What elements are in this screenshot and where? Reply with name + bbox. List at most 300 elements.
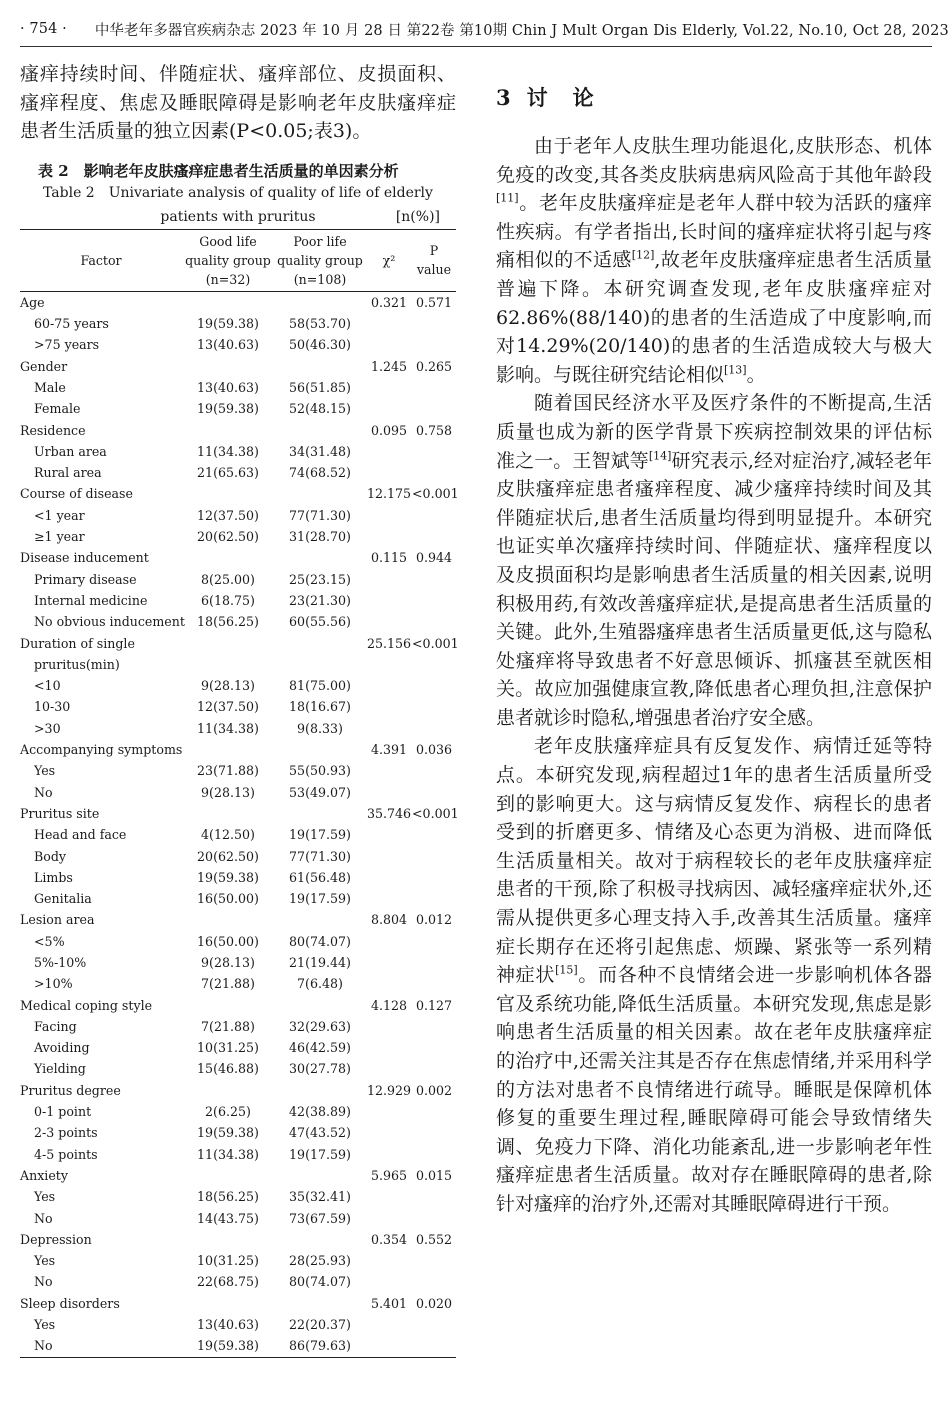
chi-square-cell: 8.804 [370, 912, 408, 928]
section-title: 讨 论 [526, 85, 596, 110]
poor-group-cell: 50(46.30) [289, 337, 351, 353]
p-value-cell [412, 888, 456, 909]
col-chi: χ² [382, 252, 396, 268]
p-value-cell [412, 867, 456, 888]
table-title-zh: 表 2 影响老年皮肤瘙痒症患者生活质量的单因素分析 [38, 161, 399, 180]
table-row [20, 611, 456, 632]
factor-cell: Course of disease [20, 486, 133, 502]
table-row [20, 462, 456, 483]
good-group-cell [182, 633, 274, 654]
factor-cell: Medical coping style [20, 997, 153, 1013]
table-row [20, 1335, 456, 1357]
factor-cell: Avoiding [34, 1040, 90, 1056]
p-value-cell [412, 590, 456, 611]
table-row [20, 824, 456, 845]
factor-cell: ≥1 year [34, 529, 85, 545]
chi-square-cell: 0.095 [370, 422, 408, 438]
chi-square-cell [366, 1144, 412, 1165]
poor-group-cell [274, 1080, 366, 1101]
table-row [20, 398, 456, 419]
p-value-cell: 0.036 [415, 742, 453, 758]
good-group-cell: 22(68.75) [197, 1274, 259, 1290]
left-column [20, 60, 459, 1358]
p-value-cell [412, 931, 456, 952]
poor-group-cell [274, 483, 366, 504]
p-value-cell [412, 569, 456, 590]
good-group-cell: 19(59.38) [197, 869, 259, 885]
p-value-cell: 0.012 [415, 912, 453, 928]
table-row [20, 547, 456, 568]
poor-group-cell: 86(79.63) [289, 1338, 351, 1354]
poor-group-cell: 22(20.37) [289, 1317, 351, 1333]
good-group-cell [182, 654, 274, 675]
good-group-cell: 7(21.88) [201, 976, 255, 992]
factor-cell: Genitalia [34, 891, 92, 907]
chi-square-cell [366, 760, 412, 781]
table-row [20, 526, 456, 547]
chi-square-cell [366, 1314, 412, 1335]
citation-12: [12] [631, 249, 655, 263]
good-group-cell [182, 1229, 274, 1250]
factor-cell: Yielding [34, 1061, 86, 1077]
table-row [20, 1058, 456, 1079]
good-group-cell: 19(59.38) [197, 1125, 259, 1141]
table-row [20, 1037, 456, 1058]
poor-group-cell: 53(49.07) [289, 784, 351, 800]
table-row [20, 739, 456, 760]
table-row [20, 441, 456, 462]
poor-group-cell: 28(25.93) [289, 1253, 351, 1269]
poor-group-cell [274, 739, 366, 760]
good-group-cell: 19(59.38) [197, 316, 259, 332]
good-group-cell: 16(50.00) [197, 933, 259, 949]
chi-square-cell [366, 1250, 412, 1271]
poor-group-cell: 58(53.70) [289, 316, 351, 332]
good-group-cell [182, 803, 274, 824]
chi-square-cell [366, 1058, 412, 1079]
table-row [20, 334, 456, 355]
factor-cell: No [34, 1210, 53, 1226]
table-row [20, 867, 456, 888]
poor-group-cell [274, 420, 366, 441]
good-group-cell: 13(40.63) [197, 1317, 259, 1333]
chi-square-cell [366, 313, 412, 334]
factor-cell: Limbs [34, 869, 73, 885]
poor-group-cell: 80(74.07) [289, 1274, 351, 1290]
factor-cell: <1 year [34, 507, 85, 523]
factor-cell: No [34, 1338, 53, 1354]
factor-cell: Yes [34, 1317, 56, 1333]
citation-14: [14] [648, 449, 672, 463]
table-row [20, 356, 456, 377]
factor-cell: Gender [20, 358, 68, 374]
table-row [20, 803, 456, 824]
chi-square-cell [366, 675, 412, 696]
good-group-cell: 11(34.38) [197, 443, 259, 459]
chi-square-cell [366, 1037, 412, 1058]
good-group-cell: 13(40.63) [197, 337, 259, 353]
table-row [20, 654, 456, 675]
chi-square-cell [366, 590, 412, 611]
col-factor: Factor [80, 252, 122, 268]
running-header [20, 12, 949, 47]
poor-group-cell: 30(27.78) [289, 1061, 351, 1077]
p-value-cell: 0.015 [415, 1167, 453, 1183]
poor-group-cell: 77(71.30) [289, 507, 351, 523]
p-value-cell [412, 398, 456, 419]
good-group-cell: 23(71.88) [197, 763, 259, 779]
table-row [20, 782, 456, 803]
chi-square-cell: 4.128 [370, 997, 408, 1013]
p-value-cell [412, 1271, 456, 1292]
p-value-cell [412, 824, 456, 845]
good-group-cell: 20(62.50) [197, 848, 259, 864]
good-group-cell: 7(21.88) [201, 1018, 255, 1034]
good-group-cell: 10(31.25) [197, 1040, 259, 1056]
p-value-cell [412, 654, 456, 675]
factor-cell: Urban area [34, 443, 107, 459]
chi-square-cell [366, 611, 412, 632]
poor-group-cell: 25(23.15) [289, 571, 351, 587]
factor-cell: Lesion area [20, 912, 95, 928]
factor-cell: >75 years [34, 337, 100, 353]
chi-square-cell [366, 1335, 412, 1357]
p-value-cell [412, 675, 456, 696]
table-title-en-line1: Table 2 Univariate analysis of quality of life of elderly [43, 184, 433, 201]
poor-group-cell: 55(50.93) [289, 763, 351, 779]
good-group-cell: 16(50.00) [197, 891, 259, 907]
univariate-table [20, 229, 459, 1358]
table-row [20, 1144, 456, 1165]
p-value-cell: 0.944 [415, 550, 453, 566]
chi-square-cell: 5.401 [370, 1295, 408, 1311]
chi-square-cell: 0.321 [370, 294, 408, 310]
factor-cell: 60-75 years [34, 316, 109, 332]
factor-cell: Depression [20, 1231, 92, 1247]
chi-square-cell [366, 398, 412, 419]
chi-square-cell: 5.965 [370, 1167, 408, 1183]
good-group-cell: 18(56.25) [197, 1189, 259, 1205]
chi-square-cell: 12.175 [366, 486, 412, 502]
good-group-cell: 11(34.38) [197, 720, 259, 736]
good-group-cell [182, 1165, 274, 1186]
table-header-row [20, 229, 456, 291]
chi-square-cell: 0.354 [370, 1231, 408, 1247]
good-group-cell: 9(28.13) [201, 678, 255, 694]
poor-group-cell: 47(43.52) [289, 1125, 351, 1141]
factor-cell: Accompanying symptoms [20, 742, 183, 758]
chi-square-cell [366, 973, 412, 994]
chi-square-cell: 35.746 [366, 805, 412, 821]
chi-square-cell [366, 867, 412, 888]
good-group-cell [182, 909, 274, 930]
good-group-cell: 8(25.00) [201, 571, 255, 587]
p-value-cell [412, 973, 456, 994]
factor-cell: Anxiety [20, 1167, 68, 1183]
poor-group-cell: 81(75.00) [289, 678, 351, 694]
good-group-cell [182, 483, 274, 504]
good-group-cell: 13(40.63) [197, 379, 259, 395]
factor-cell: No [34, 784, 53, 800]
p-value-cell [412, 1101, 456, 1122]
poor-group-cell: 23(21.30) [289, 592, 351, 608]
intro-paragraph: 瘙痒持续时间、伴随症状、瘙痒部位、皮损面积、瘙痒程度、焦虑及睡眠障碍是影响老年皮肤瘙痒症患者生活质量的独立因素(P<0.05;表3)。 [20, 63, 456, 143]
table-row [20, 888, 456, 909]
citation-13: [13] [724, 363, 747, 377]
table-row [20, 291, 456, 313]
poor-group-cell: 35(32.41) [289, 1189, 351, 1205]
factor-cell: <5% [34, 933, 65, 949]
table-row [20, 1080, 456, 1101]
p-value-cell [412, 952, 456, 973]
poor-group-cell: 21(19.44) [289, 954, 351, 970]
table-row [20, 1250, 456, 1271]
good-group-cell [182, 291, 274, 313]
factor-cell: >30 [34, 720, 61, 736]
p-value-cell [412, 1144, 456, 1165]
factor-cell: Internal medicine [34, 592, 148, 608]
table-row [20, 1186, 456, 1207]
factor-cell: Residence [20, 422, 86, 438]
col-poor: Poor life quality group (n=108) [277, 233, 363, 287]
p-value-cell [412, 611, 456, 632]
good-group-cell: 19(59.38) [197, 401, 259, 417]
chi-square-cell: 4.391 [370, 742, 408, 758]
poor-group-cell [274, 1293, 366, 1314]
good-group-cell [182, 739, 274, 760]
table-row [20, 1293, 456, 1314]
good-group-cell: 9(28.13) [201, 954, 255, 970]
poor-group-cell: 46(42.59) [289, 1040, 351, 1056]
good-group-cell [182, 1080, 274, 1101]
table-row [20, 1122, 456, 1143]
poor-group-cell [274, 1165, 366, 1186]
table-row [20, 313, 456, 334]
chi-square-cell [366, 334, 412, 355]
factor-cell: Disease inducement [20, 550, 149, 566]
right-column [496, 60, 932, 1219]
section-number: 3 [496, 85, 513, 110]
factor-cell: Primary disease [34, 571, 137, 587]
discussion-paragraph-3: 老年皮肤瘙痒症具有反复发作、病情迁延等特点。本研究发现,病程超过1年的患者生活质量所受到的影响更大。这与病情反复发作、病程长的患者受到的折磨更多、情绪及心态更为消极、进而降低生活质量相关。故对于病程较长的老年皮肤瘙痒症患者的干预,除了积极寻找病因、减轻瘙痒症状外,还需从提供更多心理支持入手,改善其生活质量。瘙痒症长期存在还将引起焦虑、烦躁、紧张等一系列精神症状[15]。而各种不良情绪会进一步影响机体各器官及系统功能,降低生活质量。本研究发现,焦虑是影响患者生活质量的相关因素。故在老年皮肤瘙痒症的治疗中,还需关注其是否存在焦虑情绪,并采用科学的方法对患者不良情绪进行疏导。睡眠是保障机体修复的重要生理过程,睡眠障碍可能会导致情绪失调、免疫力下降、消化功能紊乱,进一步影响老年性瘙痒症患者生活质量。故对存在睡眠障碍的患者,除针对瘙痒的治疗外,还需对其睡眠障碍进行干预。 [496, 735, 932, 1215]
table-row [20, 420, 456, 441]
good-group-cell: 10(31.25) [197, 1253, 259, 1269]
factor-cell: Rural area [34, 465, 102, 481]
table-title-en [20, 181, 456, 229]
poor-group-cell [274, 803, 366, 824]
good-group-cell: 18(56.25) [197, 614, 259, 630]
factor-cell: 10-30 [34, 699, 71, 715]
chi-square-cell [366, 1122, 412, 1143]
table-row [20, 1271, 456, 1292]
p-value-cell [412, 377, 456, 398]
poor-group-cell [274, 291, 366, 313]
chi-square-cell [366, 824, 412, 845]
table-row [20, 483, 456, 504]
chi-square-cell [366, 1016, 412, 1037]
factor-cell: No [34, 1274, 53, 1290]
poor-group-cell: 56(51.85) [289, 379, 351, 395]
page-number: · 754 · [20, 21, 67, 37]
chi-square-cell [366, 505, 412, 526]
factor-cell: Sleep disorders [20, 1295, 120, 1311]
p-value-cell [412, 782, 456, 803]
chi-square-cell [366, 696, 412, 717]
poor-group-cell: 9(8.33) [297, 720, 343, 736]
factor-cell: <10 [34, 678, 61, 694]
good-group-cell [182, 356, 274, 377]
chi-square-cell: 25.156 [366, 635, 412, 651]
p-value-cell [412, 334, 456, 355]
poor-group-cell [274, 1229, 366, 1250]
poor-group-cell: 7(6.48) [297, 976, 343, 992]
poor-group-cell: 34(31.48) [289, 443, 351, 459]
p-value-cell [412, 718, 456, 739]
chi-square-cell [366, 846, 412, 867]
poor-group-cell: 60(55.56) [289, 614, 351, 630]
table-unit: [n(%)] [395, 208, 440, 225]
poor-group-cell [274, 633, 366, 654]
good-group-cell: 20(62.50) [197, 529, 259, 545]
table-row [20, 696, 456, 717]
poor-group-cell: 42(38.89) [289, 1104, 351, 1120]
table-row [20, 846, 456, 867]
p-value-cell [412, 1250, 456, 1271]
citation-11: [11] [496, 191, 519, 205]
factor-cell: pruritus(min) [34, 656, 120, 672]
factor-cell: No obvious inducement [34, 614, 185, 630]
good-group-cell: 9(28.13) [201, 784, 255, 800]
p-value-cell [412, 462, 456, 483]
good-group-cell: 12(37.50) [197, 507, 259, 523]
chi-square-cell [366, 462, 412, 483]
table-row [20, 569, 456, 590]
factor-cell: Yes [34, 763, 56, 779]
good-group-cell: 14(43.75) [197, 1210, 259, 1226]
table-row [20, 1314, 456, 1335]
table-row [20, 377, 456, 398]
factor-cell: Head and face [34, 827, 127, 843]
table-row [20, 931, 456, 952]
p-value-cell [412, 313, 456, 334]
table-row [20, 1101, 456, 1122]
p-value-cell: 0.571 [415, 294, 453, 310]
poor-group-cell: 32(29.63) [289, 1018, 351, 1034]
poor-group-cell: 77(71.30) [289, 848, 351, 864]
factor-cell: Yes [34, 1253, 56, 1269]
chi-square-cell [366, 1186, 412, 1207]
p-value-cell: <0.001 [412, 635, 459, 651]
factor-cell: Female [34, 401, 81, 417]
col-p: P value [416, 243, 452, 278]
poor-group-cell [274, 909, 366, 930]
poor-group-cell: 73(67.59) [289, 1210, 351, 1226]
p-value-cell: <0.001 [412, 805, 459, 821]
table-row [20, 909, 456, 930]
good-group-cell [182, 995, 274, 1016]
poor-group-cell: 19(17.59) [289, 827, 351, 843]
poor-group-cell: 19(17.59) [289, 891, 351, 907]
table-title-en-line2: patients with pruritus [160, 208, 316, 225]
factor-cell: 0-1 point [34, 1104, 92, 1120]
factor-cell: Male [34, 379, 66, 395]
p-value-cell: 0.552 [415, 1231, 453, 1247]
chi-square-cell [366, 377, 412, 398]
poor-group-cell: 31(28.70) [289, 529, 351, 545]
p-value-cell [412, 1122, 456, 1143]
section-heading [496, 82, 932, 112]
chi-square-cell [366, 1208, 412, 1229]
chi-square-cell [366, 718, 412, 739]
journal-info: 中华老年多器官疾病杂志 2023 年 10 月 28 日 第22卷 第10期 Chin J Mult Organ Dis Elderly, Vol.22, No.10, Oct 28, 2023 [94, 22, 949, 39]
table-row [20, 505, 456, 526]
factor-cell: Body [34, 848, 67, 864]
p-value-cell [412, 441, 456, 462]
chi-square-cell [366, 888, 412, 909]
chi-square-cell [366, 569, 412, 590]
poor-group-cell [274, 995, 366, 1016]
p-value-cell: 0.020 [415, 1295, 453, 1311]
chi-square-cell [366, 526, 412, 547]
table-row [20, 952, 456, 973]
chi-square-cell: 0.115 [370, 550, 408, 566]
p-value-cell [412, 1016, 456, 1037]
table-row [20, 675, 456, 696]
good-group-cell: 2(6.25) [205, 1104, 251, 1120]
poor-group-cell: 18(16.67) [289, 699, 351, 715]
p-value-cell [412, 1186, 456, 1207]
good-group-cell [182, 420, 274, 441]
poor-group-cell: 19(17.59) [289, 1146, 351, 1162]
p-value-cell [412, 760, 456, 781]
poor-group-cell [274, 356, 366, 377]
p-value-cell [412, 1335, 456, 1357]
good-group-cell: 11(34.38) [197, 1146, 259, 1162]
factor-cell: 4-5 points [34, 1146, 98, 1162]
chi-square-cell [366, 441, 412, 462]
table-body [20, 291, 459, 1357]
factor-cell: Duration of single [20, 635, 135, 651]
p-value-cell [412, 696, 456, 717]
p-value-cell: <0.001 [412, 486, 459, 502]
p-value-cell: 0.127 [415, 997, 453, 1013]
discussion-paragraph-1: 由于老年人皮肤生理功能退化,皮肤形态、机体免疫的改变,其各类皮肤病患病风险高于其他年龄段[11]。老年皮肤瘙痒症是老年人群中较为活跃的瘙痒性疾病。有学者指出,长时间的瘙痒症状将引起与疼痛相似的不适感[12],故老年皮肤瘙痒症患者生活质量普遍下降。本研究调查发现,老年皮肤瘙痒症对62.86%(88/140)的患者的生活造成了中度影响,而对14.29%(20/140)的患者的生活造成较大与极大影响。与既往研究结论相似[13]。 [496, 135, 932, 386]
chi-square-cell: 1.245 [370, 358, 408, 374]
factor-cell: 5%-10% [34, 954, 87, 970]
factor-cell: Yes [34, 1189, 56, 1205]
discussion-paragraph-2: 随着国民经济水平及医疗条件的不断提高,生活质量也成为新的医学背景下疾病控制效果的评估标准之一。王智斌等[14]研究表示,经对症治疗,减轻老年皮肤瘙痒症患者瘙痒程度、减少瘙痒持续时间及其伴随症状后,患者生活质量均得到明显提升。本研究也证实单次瘙痒持续时间、伴随症状、瘙痒程度以及皮损面积均是影响患者生活质量的相关因素,说明积极用药,有效改善瘙痒症状,是提高患者生活质量的关键。此外,生殖器瘙痒患者生活质量更低,这与隐私处瘙痒将导致患者不好意思倾诉、抓瘙甚至就医相关。故应加强健康宣教,降低患者心理负担,注意保护患者就诊时隐私,增强患者治疗安全感。 [496, 392, 932, 729]
poor-group-cell: 61(56.48) [289, 869, 351, 885]
poor-group-cell [274, 547, 366, 568]
p-value-cell [412, 1208, 456, 1229]
p-value-cell: 0.265 [415, 358, 453, 374]
poor-group-cell: 80(74.07) [289, 933, 351, 949]
good-group-cell: 19(59.38) [197, 1338, 259, 1354]
col-good: Good life quality group (n=32) [185, 233, 271, 287]
p-value-cell [412, 1058, 456, 1079]
table-row [20, 590, 456, 611]
p-value-cell [412, 1037, 456, 1058]
table-row [20, 1016, 456, 1037]
factor-cell: Facing [34, 1018, 77, 1034]
chi-square-cell [366, 654, 412, 675]
factor-cell: Pruritus degree [20, 1082, 121, 1098]
chi-square-cell [366, 1271, 412, 1292]
chi-square-cell [366, 1101, 412, 1122]
chi-square-cell: 12.929 [366, 1082, 412, 1098]
poor-group-cell: 74(68.52) [289, 465, 351, 481]
table-row [20, 760, 456, 781]
